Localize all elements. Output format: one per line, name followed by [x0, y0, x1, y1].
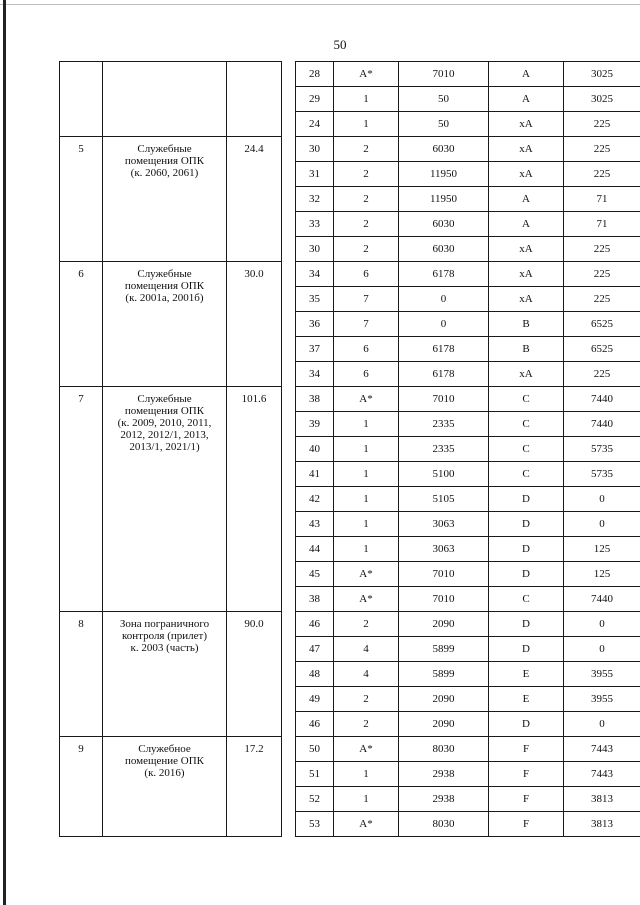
description-line: (к. 2009, 2010, 2011, — [117, 417, 212, 429]
point-type: 2 — [334, 237, 399, 262]
y-coordinate: 6525 — [564, 337, 640, 362]
point-number: 37 — [296, 337, 334, 362]
axis-label: F — [489, 787, 564, 812]
x-coordinate: 5899 — [399, 637, 489, 662]
section-description — [103, 137, 227, 262]
y-coordinate: 3813 — [564, 812, 640, 837]
point-type: 6 — [334, 262, 399, 287]
x-coordinate: 7010 — [399, 387, 489, 412]
section-description — [103, 612, 227, 737]
y-coordinate: 225 — [564, 287, 640, 312]
column-gap — [282, 62, 296, 137]
x-coordinate: 5105 — [399, 487, 489, 512]
table-row — [60, 62, 640, 87]
axis-label: C — [489, 387, 564, 412]
axis-label: C — [489, 437, 564, 462]
table-row — [60, 737, 640, 762]
axis-label: xA — [489, 287, 564, 312]
y-coordinate: 7440 — [564, 587, 640, 612]
y-coordinate: 225 — [564, 112, 640, 137]
y-coordinate: 0 — [564, 487, 640, 512]
y-coordinate: 225 — [564, 137, 640, 162]
x-coordinate: 7010 — [399, 562, 489, 587]
point-number: 43 — [296, 512, 334, 537]
y-coordinate: 71 — [564, 187, 640, 212]
axis-label: C — [489, 412, 564, 437]
point-number: 40 — [296, 437, 334, 462]
x-coordinate: 50 — [399, 112, 489, 137]
x-coordinate: 3063 — [399, 512, 489, 537]
axis-label: D — [489, 512, 564, 537]
point-type: 7 — [334, 287, 399, 312]
description-line: Служебное — [138, 743, 191, 755]
y-coordinate: 0 — [564, 612, 640, 637]
point-type: 2 — [334, 687, 399, 712]
x-coordinate: 11950 — [399, 187, 489, 212]
y-coordinate: 5735 — [564, 462, 640, 487]
column-gap — [282, 612, 296, 737]
y-coordinate: 7440 — [564, 387, 640, 412]
x-coordinate: 6030 — [399, 212, 489, 237]
y-coordinate: 225 — [564, 362, 640, 387]
axis-label: A — [489, 212, 564, 237]
axis-label: xA — [489, 362, 564, 387]
y-coordinate: 7443 — [564, 737, 640, 762]
axis-label: F — [489, 762, 564, 787]
point-number: 39 — [296, 412, 334, 437]
point-type: 1 — [334, 462, 399, 487]
axis-label: E — [489, 687, 564, 712]
y-coordinate: 225 — [564, 237, 640, 262]
y-coordinate: 0 — [564, 712, 640, 737]
description-line: (к. 2001а, 2001б) — [125, 292, 204, 304]
point-type: 2 — [334, 137, 399, 162]
point-number: 38 — [296, 587, 334, 612]
point-number: 41 — [296, 462, 334, 487]
point-number: 44 — [296, 537, 334, 562]
x-coordinate: 2090 — [399, 712, 489, 737]
x-coordinate: 2938 — [399, 762, 489, 787]
y-coordinate: 7440 — [564, 412, 640, 437]
section-area: 30.0 — [227, 262, 282, 387]
description-line: 2013/1, 2021/1) — [129, 441, 200, 453]
description-line: (к. 2060, 2061) — [130, 167, 199, 179]
description-line: помещение ОПК — [124, 755, 204, 767]
point-number: 29 — [296, 87, 334, 112]
table-row — [60, 612, 640, 637]
x-coordinate: 50 — [399, 87, 489, 112]
x-coordinate: 6178 — [399, 262, 489, 287]
point-type: A* — [334, 387, 399, 412]
point-number: 33 — [296, 212, 334, 237]
point-number: 49 — [296, 687, 334, 712]
axis-label: xA — [489, 237, 564, 262]
column-gap — [282, 262, 296, 387]
point-type: 1 — [334, 487, 399, 512]
description-line: к. 2003 (часть) — [130, 642, 199, 654]
column-gap — [282, 387, 296, 612]
point-number: 36 — [296, 312, 334, 337]
y-coordinate: 3813 — [564, 787, 640, 812]
description-line: Служебные — [137, 143, 192, 155]
point-type: 1 — [334, 512, 399, 537]
point-number: 42 — [296, 487, 334, 512]
table-body — [60, 62, 640, 837]
axis-label: xA — [489, 162, 564, 187]
point-type: 2 — [334, 187, 399, 212]
point-type: 4 — [334, 662, 399, 687]
point-number: 34 — [296, 262, 334, 287]
point-type: A* — [334, 62, 399, 87]
column-gap — [282, 137, 296, 262]
axis-label: D — [489, 487, 564, 512]
point-number: 48 — [296, 662, 334, 687]
y-coordinate: 125 — [564, 562, 640, 587]
axis-label: A — [489, 62, 564, 87]
axis-label: D — [489, 562, 564, 587]
y-coordinate: 0 — [564, 512, 640, 537]
axis-label: xA — [489, 112, 564, 137]
y-coordinate: 3025 — [564, 62, 640, 87]
y-coordinate: 3955 — [564, 687, 640, 712]
axis-label: C — [489, 462, 564, 487]
axis-label: E — [489, 662, 564, 687]
column-gap — [282, 737, 296, 837]
description-line: помещения ОПК — [124, 155, 205, 167]
point-type: 1 — [334, 112, 399, 137]
description-line: Служебные — [137, 393, 192, 405]
point-type: 6 — [334, 337, 399, 362]
x-coordinate: 7010 — [399, 587, 489, 612]
axis-label: B — [489, 337, 564, 362]
axis-label: D — [489, 712, 564, 737]
y-coordinate: 225 — [564, 162, 640, 187]
axis-label: B — [489, 312, 564, 337]
coordinates-table — [59, 61, 640, 837]
axis-label: xA — [489, 262, 564, 287]
description-line: Зона пограничного — [119, 618, 210, 630]
x-coordinate: 0 — [399, 312, 489, 337]
x-coordinate: 5100 — [399, 462, 489, 487]
section-number: 7 — [60, 387, 103, 612]
description-line: помещения ОПК — [124, 405, 205, 417]
x-coordinate: 2090 — [399, 687, 489, 712]
x-coordinate: 5899 — [399, 662, 489, 687]
axis-label: C — [489, 587, 564, 612]
point-type: 1 — [334, 537, 399, 562]
description-line: (к. 2016) — [144, 767, 185, 779]
x-coordinate: 2938 — [399, 787, 489, 812]
point-number: 46 — [296, 612, 334, 637]
section-description — [103, 262, 227, 387]
description-line: контроля (прилет) — [121, 630, 208, 642]
table-row — [60, 137, 640, 162]
point-type: 1 — [334, 762, 399, 787]
section-number — [60, 62, 103, 137]
x-coordinate: 6178 — [399, 362, 489, 387]
y-coordinate: 6525 — [564, 312, 640, 337]
axis-label: xA — [489, 137, 564, 162]
x-coordinate: 2335 — [399, 437, 489, 462]
point-type: 1 — [334, 787, 399, 812]
axis-label: A — [489, 187, 564, 212]
point-type: 2 — [334, 712, 399, 737]
point-type: 7 — [334, 312, 399, 337]
point-number: 24 — [296, 112, 334, 137]
section-area: 24.4 — [227, 137, 282, 262]
page-top-rule — [0, 4, 640, 5]
point-type: 4 — [334, 637, 399, 662]
section-area — [227, 62, 282, 137]
point-type: 1 — [334, 87, 399, 112]
point-number: 31 — [296, 162, 334, 187]
point-type: 6 — [334, 362, 399, 387]
x-coordinate: 3063 — [399, 537, 489, 562]
point-number: 53 — [296, 812, 334, 837]
point-type: 2 — [334, 212, 399, 237]
description-line: помещения ОПК — [124, 280, 205, 292]
table-row — [60, 387, 640, 412]
point-number: 38 — [296, 387, 334, 412]
axis-label: F — [489, 737, 564, 762]
description-line: Служебные — [137, 268, 192, 280]
table-row — [60, 262, 640, 287]
point-number: 52 — [296, 787, 334, 812]
section-area: 101.6 — [227, 387, 282, 612]
axis-label: D — [489, 537, 564, 562]
description-line: 2012, 2012/1, 2013, — [120, 429, 209, 441]
y-coordinate: 125 — [564, 537, 640, 562]
point-number: 28 — [296, 62, 334, 87]
section-number: 5 — [60, 137, 103, 262]
x-coordinate: 11950 — [399, 162, 489, 187]
section-area: 17.2 — [227, 737, 282, 837]
y-coordinate: 225 — [564, 262, 640, 287]
axis-label: F — [489, 812, 564, 837]
point-number: 45 — [296, 562, 334, 587]
point-number: 46 — [296, 712, 334, 737]
y-coordinate: 3025 — [564, 87, 640, 112]
scan-left-edge — [3, 0, 6, 905]
x-coordinate: 8030 — [399, 737, 489, 762]
point-number: 47 — [296, 637, 334, 662]
point-type: A* — [334, 737, 399, 762]
point-type: 1 — [334, 437, 399, 462]
section-number: 6 — [60, 262, 103, 387]
section-number: 8 — [60, 612, 103, 737]
section-number: 9 — [60, 737, 103, 837]
x-coordinate: 6178 — [399, 337, 489, 362]
section-description — [103, 387, 227, 612]
point-type: A* — [334, 562, 399, 587]
point-number: 32 — [296, 187, 334, 212]
point-type: 2 — [334, 612, 399, 637]
axis-label: D — [489, 612, 564, 637]
point-type: A* — [334, 587, 399, 612]
x-coordinate: 6030 — [399, 237, 489, 262]
point-number: 51 — [296, 762, 334, 787]
x-coordinate: 2090 — [399, 612, 489, 637]
y-coordinate: 71 — [564, 212, 640, 237]
page-number: 50 — [333, 37, 347, 52]
point-number: 34 — [296, 362, 334, 387]
x-coordinate: 0 — [399, 287, 489, 312]
y-coordinate: 3955 — [564, 662, 640, 687]
section-description — [103, 737, 227, 837]
point-type: 1 — [334, 412, 399, 437]
axis-label: A — [489, 87, 564, 112]
point-number: 50 — [296, 737, 334, 762]
point-type: A* — [334, 812, 399, 837]
section-description — [103, 62, 227, 137]
axis-label: D — [489, 637, 564, 662]
y-coordinate: 0 — [564, 637, 640, 662]
point-number: 35 — [296, 287, 334, 312]
x-coordinate: 8030 — [399, 812, 489, 837]
y-coordinate: 7443 — [564, 762, 640, 787]
point-type: 2 — [334, 162, 399, 187]
x-coordinate: 6030 — [399, 137, 489, 162]
point-number: 30 — [296, 137, 334, 162]
x-coordinate: 2335 — [399, 412, 489, 437]
point-number: 30 — [296, 237, 334, 262]
y-coordinate: 5735 — [564, 437, 640, 462]
section-area: 90.0 — [227, 612, 282, 737]
x-coordinate: 7010 — [399, 62, 489, 87]
